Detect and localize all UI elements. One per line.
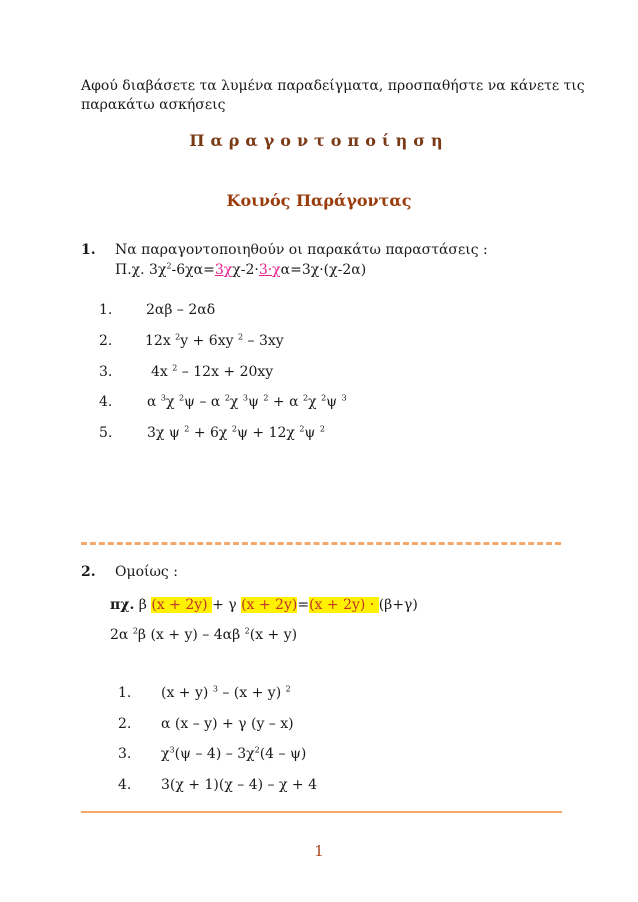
- expression-text: y + 6xy: [180, 333, 238, 349]
- expression-text: χ: [308, 394, 322, 410]
- exercise-expression: [161, 685, 291, 701]
- exercise-number: 3.: [118, 746, 132, 762]
- exponent: 2: [224, 393, 230, 403]
- page-title: Παραγοντοποίηση: [189, 131, 449, 150]
- expression-text: 3(χ + 1)(χ – 4) – χ + 4: [161, 777, 317, 793]
- dashed-divider: [81, 542, 561, 545]
- expression-text: 3χ ψ: [147, 425, 185, 441]
- expression-text: χ: [161, 746, 170, 762]
- section-2-heading: Ομοίως :: [115, 564, 178, 580]
- expression-text: – 3xy: [243, 333, 284, 349]
- expression-text: 2αβ – 2αδ: [146, 302, 216, 318]
- expression-text: β (x + y) – 4αβ: [137, 627, 245, 643]
- exponent: 2: [263, 393, 269, 403]
- exponent: 3: [242, 393, 248, 403]
- exponent: 2: [172, 363, 178, 373]
- exponent: 2: [132, 626, 138, 636]
- expression-text: + α: [268, 394, 304, 410]
- exponent: 2: [178, 393, 185, 403]
- expression-text: ψ + 12χ: [236, 425, 300, 441]
- exponent: 2: [321, 393, 327, 403]
- intro-line-1: Αφού διαβάσετε τα λυμένα παραδείγματα, προσπαθήστε να κάνετε τις: [81, 78, 585, 94]
- expression-text: (ψ – 4) – 3χ: [174, 746, 255, 762]
- section-1-heading: Να παραγοντοποιηθούν οι παρακάτω παραστάσεις :: [115, 242, 488, 258]
- exercise-expression: [147, 425, 325, 441]
- exercise-expression: [161, 716, 294, 732]
- expression-text: ψ: [326, 394, 342, 410]
- exercise-expression: [161, 746, 306, 762]
- section-1-number: 1.: [81, 242, 96, 258]
- exponent: 2: [175, 332, 181, 342]
- exponent: 3: [169, 745, 175, 755]
- section-subtitle: Κοινός Παράγοντας: [226, 191, 412, 210]
- expression-text: 4x: [151, 364, 173, 380]
- footer-rule: [81, 811, 562, 813]
- exponent: 2: [237, 332, 244, 342]
- exponent: 2: [231, 424, 237, 434]
- expression-text: – 12x + 20xy: [177, 364, 274, 380]
- expression-text: 2α: [110, 627, 133, 643]
- expression-text: (x + y): [249, 627, 298, 643]
- exponent: 2: [184, 424, 190, 434]
- exponent: 3: [160, 393, 166, 403]
- exponent: 3: [341, 393, 347, 403]
- exercise-expression: [147, 394, 347, 410]
- exercise-expression: [151, 364, 273, 380]
- exercise-number: 1.: [99, 302, 113, 318]
- exercise-number: 3.: [99, 364, 113, 380]
- expression-text: χ: [229, 394, 243, 410]
- expression-text: (4 – ψ): [259, 746, 307, 762]
- expression-text: α: [147, 394, 161, 410]
- exponent: 2: [299, 424, 305, 434]
- exponent: 2: [303, 393, 309, 403]
- exercise-number: 4.: [99, 394, 113, 410]
- expression-text: ψ: [247, 394, 264, 410]
- exercise-expression: [146, 302, 215, 318]
- exercise-expression: [161, 777, 317, 793]
- expression-text: + 6χ: [189, 425, 232, 441]
- exercise-number: 2.: [99, 333, 113, 349]
- intro-line-2: παρακάτω ασκήσεις: [81, 97, 226, 113]
- exponent: 2: [254, 745, 260, 755]
- expression-text: – (x + y): [217, 685, 286, 701]
- expression-text: 12x: [145, 333, 176, 349]
- exercise-number: 1.: [118, 685, 132, 701]
- exponent: 2: [319, 424, 325, 434]
- exercise-expression: [145, 333, 284, 349]
- expression-text: ψ – α: [184, 394, 225, 410]
- expression-text: α (x – y) + γ (y – x): [161, 716, 294, 732]
- expression-text: χ: [166, 394, 179, 410]
- exponent: 2: [244, 626, 250, 636]
- exercise-number: 5.: [99, 425, 113, 441]
- expression-text: ψ: [304, 425, 320, 441]
- section-2-example-2: [110, 627, 297, 643]
- section-2-example: πχ. β (x + 2y) + γ (x + 2y)=(x + 2y) · (β+γ): [110, 597, 418, 613]
- section-2-number: 2.: [81, 564, 96, 580]
- exercise-number: 4.: [118, 777, 132, 793]
- page-number: 1: [314, 842, 324, 860]
- expression-text: (x + y): [161, 685, 213, 701]
- exercise-number: 2.: [118, 716, 132, 732]
- exponent: 2: [285, 684, 291, 694]
- section-1-example: Π.χ. $3\chi^2-6\chi\alpha=3\chi\chi-2\cdot 3\cdot\chi\alpha=3\chi\cdot(\chi-2\alpha)$: [115, 261, 367, 278]
- exponent: 3: [212, 684, 218, 694]
